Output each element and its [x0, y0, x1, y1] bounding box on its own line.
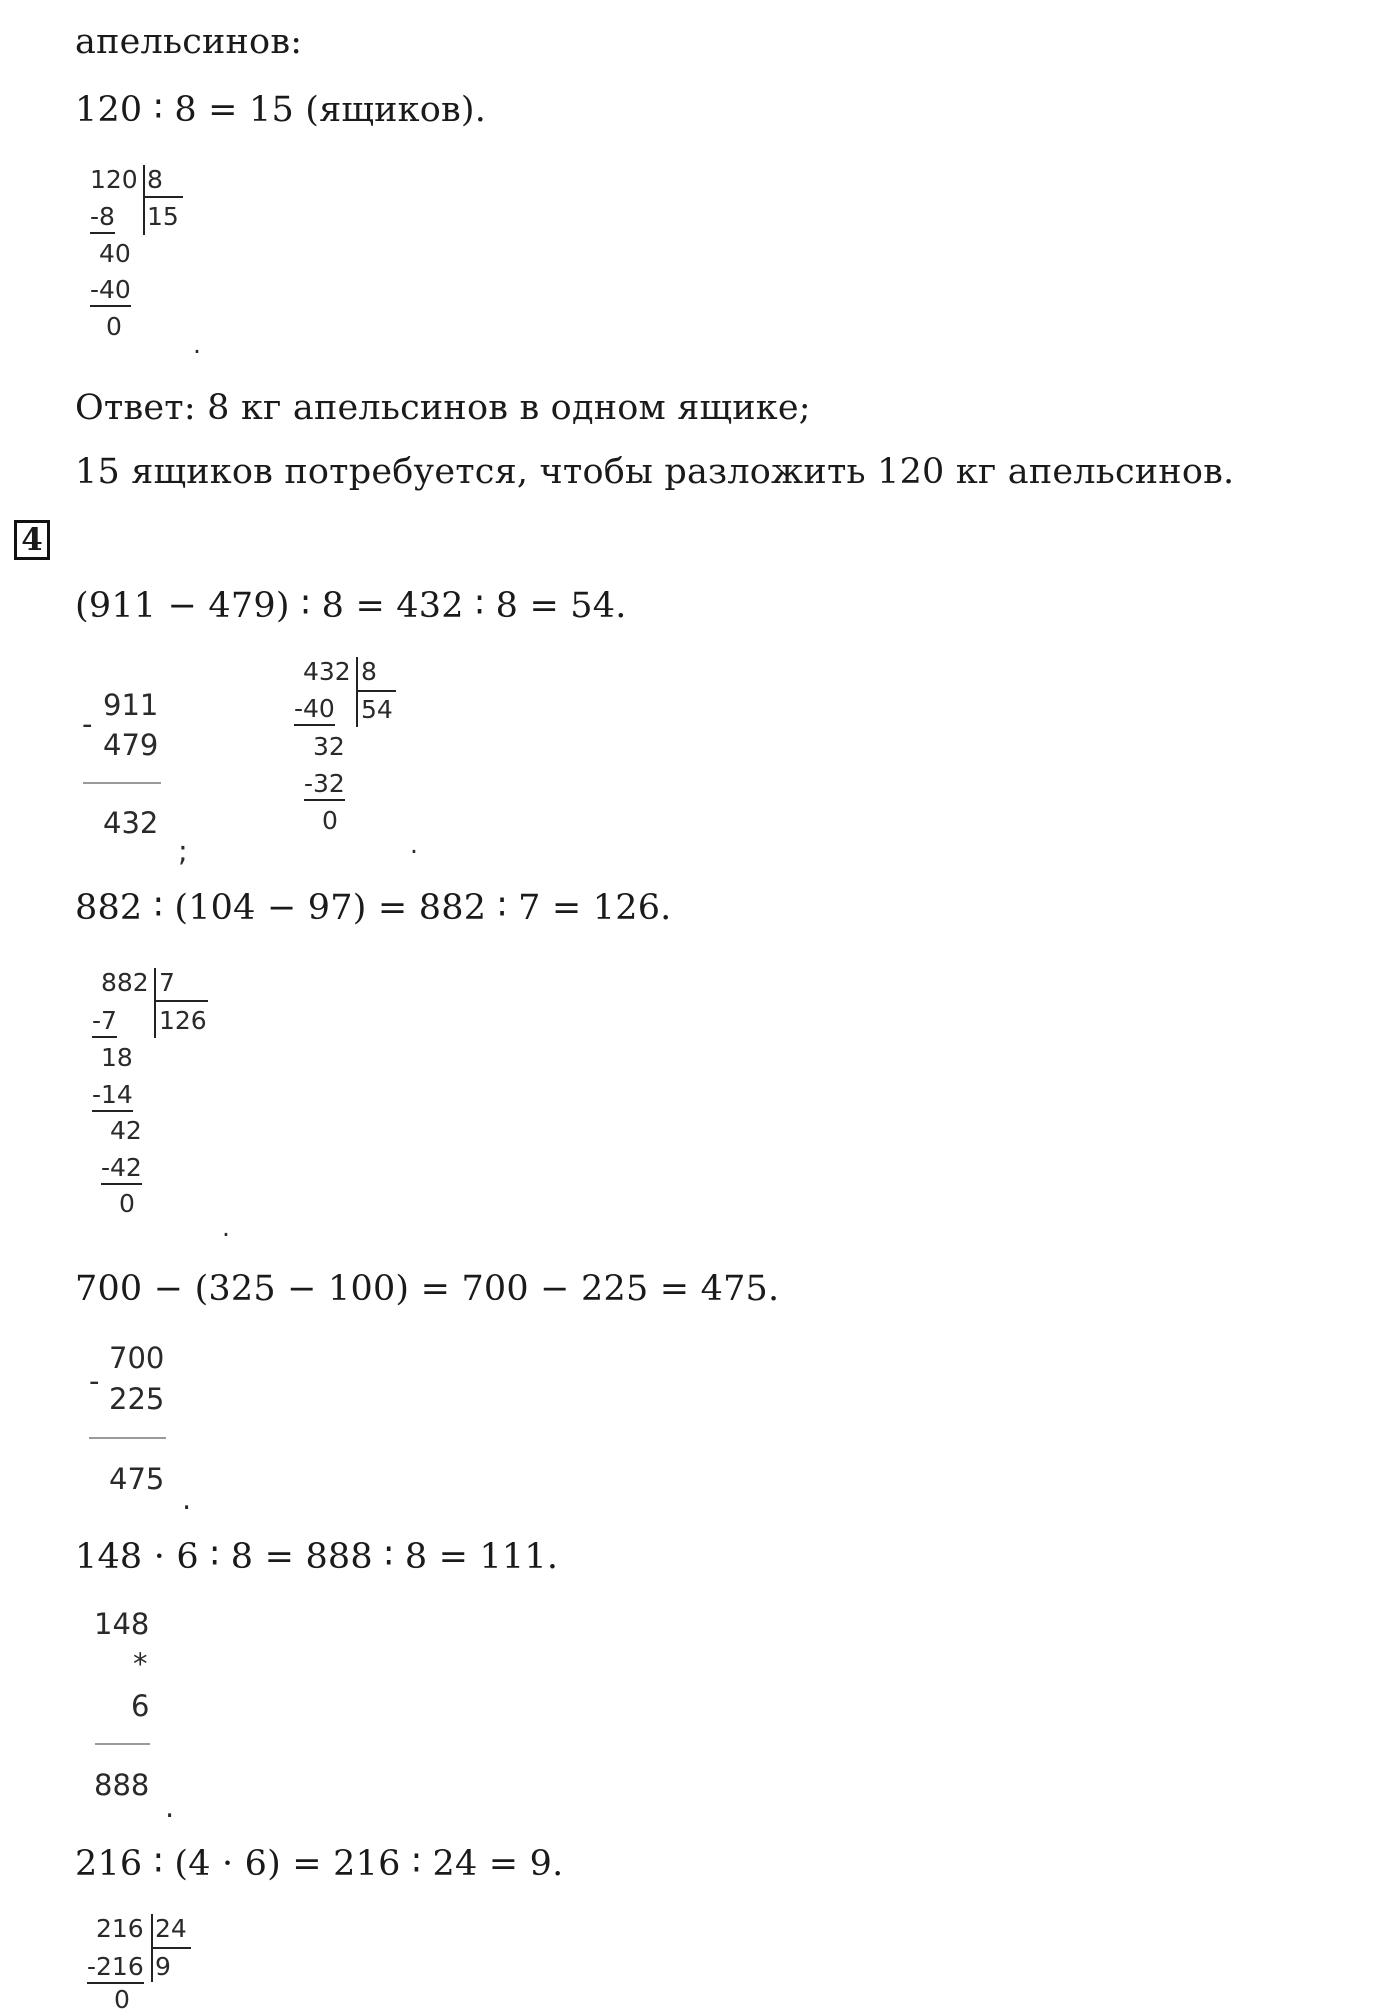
end-mark: .	[410, 830, 418, 859]
equation-line: 700 − (325 − 100) = 700 − 225 = 475.	[75, 1269, 780, 1309]
step: -40	[90, 275, 131, 307]
equation-line: 120 ∶ 8 = 15 (ящиков).	[75, 90, 487, 130]
product: 888	[94, 1768, 150, 1802]
end-mark: .	[193, 330, 201, 359]
quotient: 15	[147, 202, 179, 231]
subtrahend: 225	[109, 1382, 165, 1416]
multiplier: 6	[131, 1689, 150, 1723]
minus-sign: -	[89, 1364, 100, 1398]
dividend: 120	[90, 165, 138, 194]
step: -216	[87, 1952, 144, 1984]
step: 0	[322, 806, 338, 835]
difference: 475	[109, 1462, 165, 1496]
multiplicand: 148	[94, 1607, 150, 1641]
equation-line: 216 ∶ (4 · 6) = 216 ∶ 24 = 9.	[75, 1844, 564, 1884]
step: 0	[114, 1985, 130, 2014]
dividend: 882	[101, 968, 149, 997]
step: -14	[92, 1080, 133, 1112]
end-mark: ;	[178, 834, 188, 868]
divisor: 8	[361, 657, 377, 686]
step: 40	[99, 239, 131, 268]
division-bracket-vertical	[143, 165, 145, 235]
quotient: 9	[155, 1952, 171, 1981]
end-mark: .	[182, 1482, 192, 1516]
step: -8	[90, 202, 115, 234]
end-mark: .	[222, 1213, 230, 1242]
equation-line: 148 · 6 ∶ 8 = 888 ∶ 8 = 111.	[75, 1537, 559, 1577]
minus-sign: -	[82, 707, 93, 741]
result-line	[89, 1437, 166, 1439]
end-mark: .	[165, 1790, 175, 1824]
dividend: 216	[96, 1914, 144, 1943]
division-bracket-horizontal	[154, 1000, 208, 1002]
task-number-badge: 4	[14, 520, 50, 560]
answer-line: 15 ящиков потребуется, чтобы разложить 120 кг апельсинов.	[75, 452, 1235, 492]
equation-line: (911 − 479) ∶ 8 = 432 ∶ 8 = 54.	[75, 586, 627, 626]
step: -40	[294, 694, 335, 726]
step: 0	[119, 1189, 135, 1218]
division-bracket-horizontal	[356, 690, 396, 692]
minuend: 911	[103, 688, 159, 722]
divisor: 8	[147, 165, 163, 194]
quotient: 54	[361, 695, 393, 724]
division-bracket-horizontal	[143, 196, 183, 198]
step: 32	[313, 732, 345, 761]
step: -7	[92, 1006, 117, 1038]
division-bracket-vertical	[356, 657, 358, 727]
result-line	[83, 782, 161, 784]
quotient: 126	[159, 1006, 207, 1035]
multiply-sign: *	[133, 1647, 148, 1681]
step: 0	[106, 312, 122, 341]
division-bracket-horizontal	[151, 1947, 191, 1949]
step: -42	[101, 1153, 142, 1185]
step: -32	[304, 769, 345, 801]
step: 42	[110, 1116, 142, 1145]
difference: 432	[103, 806, 159, 840]
equation-line: 882 ∶ (104 − 97) = 882 ∶ 7 = 126.	[75, 888, 672, 928]
subtrahend: 479	[103, 728, 159, 762]
divisor: 7	[159, 968, 175, 997]
divisor: 24	[155, 1914, 187, 1943]
result-line	[95, 1743, 150, 1745]
answer-line: Ответ: 8 кг апельсинов в одном ящике;	[75, 388, 811, 428]
division-bracket-vertical	[154, 968, 156, 1038]
step: 18	[101, 1043, 133, 1072]
dividend: 432	[303, 657, 351, 686]
minuend: 700	[109, 1341, 165, 1375]
text-line: апельсинов:	[75, 22, 303, 62]
